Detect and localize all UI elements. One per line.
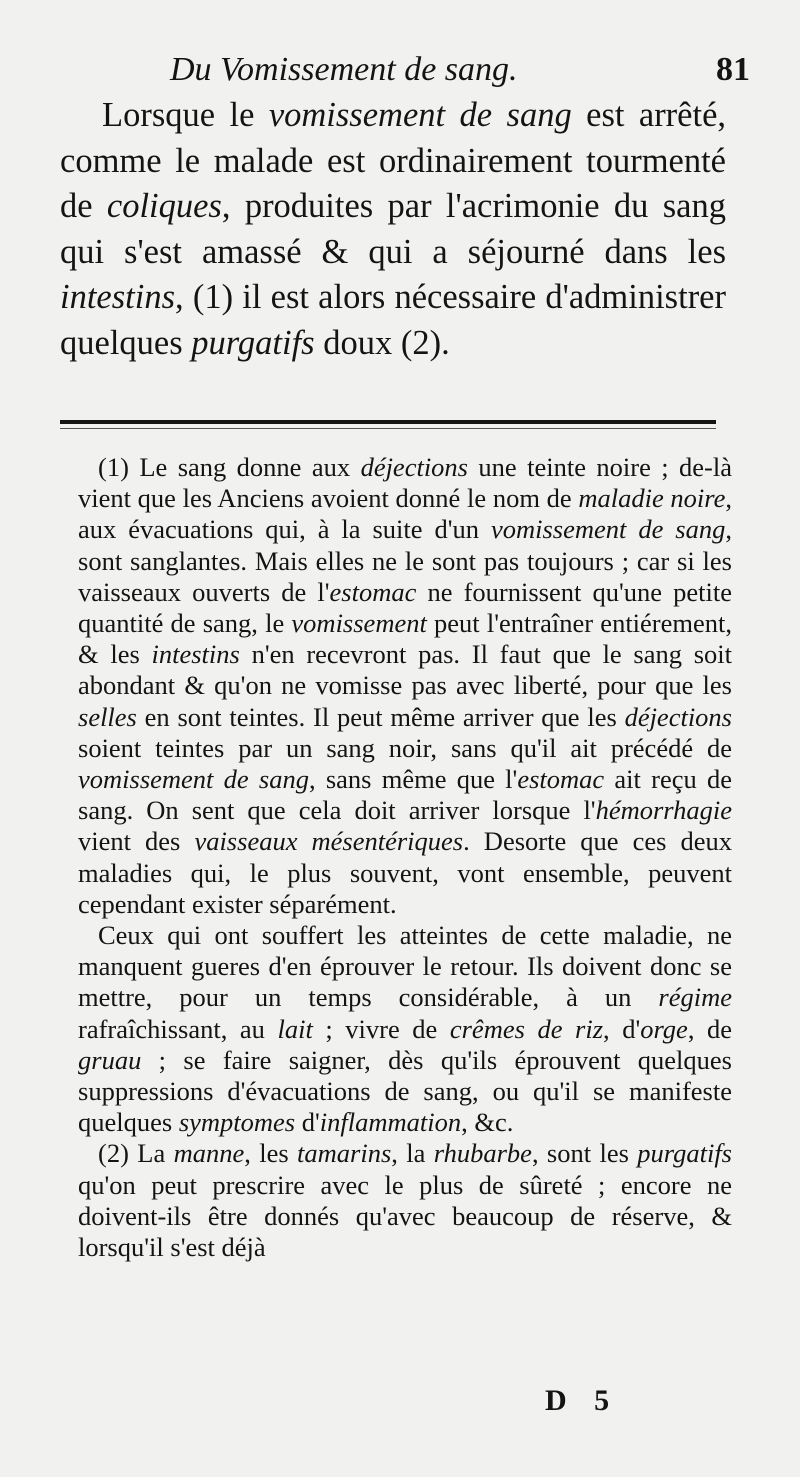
footnote-1-continued: Ceux qui ont souffert les atteintes de cette maladie, ne manquent gueres d'en éprouver le retour. Ils doivent donc se mettre, pour un temps considérable, à un régime rafraîchissant, au lait ; vivre de crêmes de riz, d'orge, de gruau ; se faire saigner, dès qu'ils éprouvent quelques suppressions d'évacuations de sang, ou qu'il se manifeste quelques symptomes d'inflammation, &c.: [78, 920, 732, 1138]
italic-run: vomissement de sang: [268, 96, 572, 134]
italic-run: purgatifs: [637, 1138, 732, 1169]
running-header: [170, 50, 750, 90]
italic-run: vaisseaux mésentériques: [194, 826, 464, 857]
page-number: 81: [716, 51, 750, 88]
header-title: Du Vomissement de sang.: [170, 51, 518, 88]
italic-run: intestins: [151, 639, 240, 670]
italic-run: vomissement: [291, 608, 427, 639]
italic-run: symptomes: [178, 1107, 296, 1138]
italic-run: hémorrhagie: [595, 795, 732, 826]
footnote-1: (1) Le sang donne aux déjections une teinte noire ; de-là vient que les Anciens avoient donné le nom de maladie noire, aux évacuations qui, à la suite d'un vomissement de sang, sont sanglantes. Mais elles ne le sont pas toujours ; car si les vaisseaux ouverts de l'estomac ne fournissent qu'une petite quantité de sang, le vomissement peut l'entraîner entiérement, & les intestins n'en recevront pas. Il faut que le sang soit abondant & qu'on ne vomisse pas avec liberté, pour que les selles en sont teintes. Il peut même arriver que les déjections soient teintes par un sang noir, sans qu'il ait précédé de vomissement de sang, sans même que l'estomac ait reçu de sang. On sent que cela doit arriver lorsque l'hémorrhagie vient des vaisseaux mésentériques. Desorte que ces deux maladies qui, le plus souvent, vont ensemble, peuvent cependant exister séparément.: [78, 452, 733, 919]
italic-run: coliques: [106, 187, 222, 225]
italic-run: gruau: [78, 1044, 142, 1075]
footnote-2: (2) La manne, les tamarins, la rhubarbe, sont les purgatifs qu'on peut prescrire avec le plus de sûreté ; encore ne doivent-ils être donnés qu'avec beaucoup de réserve, & lorsqu'il s'est déjà: [78, 1138, 732, 1263]
italic-run: vomissement de sang: [490, 514, 726, 545]
footnote-rule-thin: [60, 428, 716, 429]
signature-mark: D 5: [545, 1384, 620, 1417]
italic-run: déjections: [624, 701, 732, 732]
italic-run: vomissement de sang: [78, 764, 309, 795]
italic-run: rhubarbe: [433, 1138, 532, 1169]
italic-run: tamarins: [297, 1138, 392, 1169]
italic-run: régime: [658, 982, 732, 1013]
italic-run: purgatifs: [191, 323, 315, 362]
footnote-rule: [60, 420, 716, 424]
italic-run: manne: [173, 1138, 245, 1169]
italic-run: maladie noire: [578, 483, 726, 514]
italic-run: estomac: [517, 764, 605, 795]
italic-run: crêmes de riz: [449, 1013, 604, 1044]
footnotes: [78, 452, 732, 1263]
italic-run: estomac: [329, 576, 417, 607]
italic-run: intestins: [60, 278, 176, 316]
main-text: [60, 93, 726, 366]
italic-run: déjections: [360, 452, 468, 482]
italic-run: lait: [277, 1013, 313, 1044]
italic-run: inflammation: [319, 1107, 462, 1138]
main-paragraph: Lorsque le vomissement de sang est arrêté, comme le malade est ordinairement tourmenté de coliques, produites par l'acrimonie du sang qui s'est amassé & qui a séjourné dans les intestins, (1) il est alors nécessaire d'administrer quelques purgatifs doux (2).: [60, 96, 727, 362]
italic-run: orge: [640, 1013, 688, 1044]
italic-run: selles: [78, 701, 137, 732]
